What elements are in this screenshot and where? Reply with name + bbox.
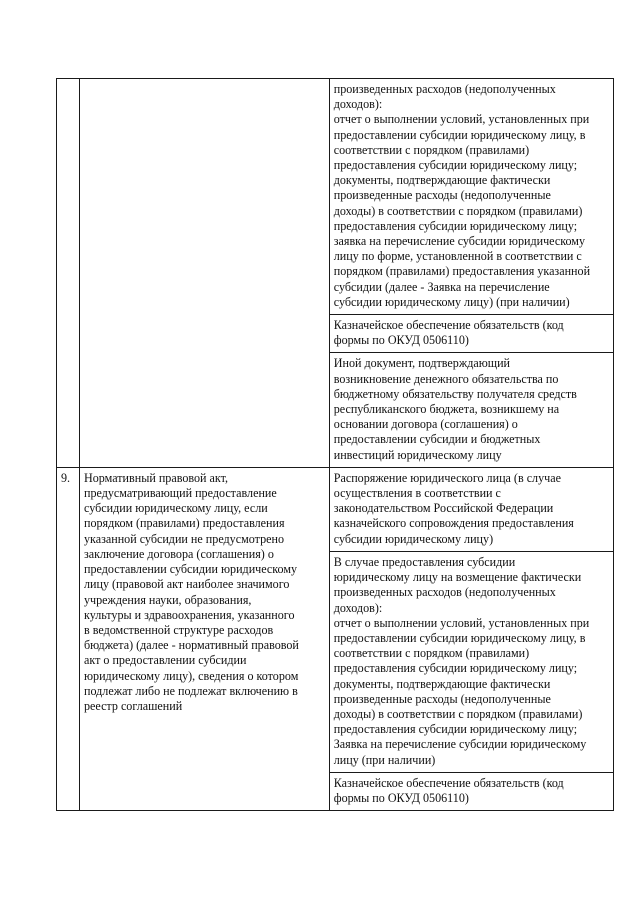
basis-text: Нормативный правовой акт, предусматривающий предоставление субсидии юридическому лицу, если порядком (правилами) предоставления указанной субсидии не предусмотрено заключение договора (соглашения) о предоставлении субсидии юридическому лицу (правовой акт наиболее значимого учреждения науки, образования, культуры и здравоохранения, указанного в ведомственной структуре расходов бюджета) (далее - нормативный правовой акт о предоставлении субсидии юридическому лицу), сведения о котором подлежат либо не подлежат включению в реестр соглашений (83, 470, 299, 713)
document-cell (329, 551, 613, 772)
document-text: В случае предоставления субсидии юридическому лицу на возмещение фактически произведенных расходов (недополученных доходов): отчет о выполнении условий, установленных при предоставлении субсидии юридическому лицу, в соответствии с порядком (правилами) предоставления субсидии юридическому лицу; документы, подтверждающие фактически произведенные расходы (недополученные доходы) в соответствии с порядком (правилами) предоставления субсидии юридическому лицу; Заявка на перечисление субсидии юридическому лицу (при наличии) (333, 554, 590, 767)
row-number: 9. (61, 470, 71, 485)
table-row (57, 467, 614, 551)
document-text: Казначейское обеспечение обязательств (код формы по ОКУД 0506110) (333, 775, 564, 805)
document-cell (329, 467, 613, 551)
row-number-cell (57, 79, 80, 468)
row-number-cell (57, 467, 80, 810)
document-cell (329, 353, 613, 467)
document-cell (329, 315, 613, 353)
document-text: Казначейское обеспечение обязательств (код формы по ОКУД 0506110) (333, 318, 564, 348)
document-text: произведенных расходов (недополученных доходов): отчет о выполнении условий, установленных при предоставлении субсидии юридическому лицу, в соответствии с порядком (правилами) предоставления субсидии юридическому лицу; документы, подтверждающие фактически произведенные расходы (недополученные доходы) в соответствии с порядком (правилами) предоставления субсидии юридическому лицу; заявка на перечисление субсидии юридическому лицу по форме, установленной в соответствии с порядком (правилами) предоставления указанной субсидии (далее - Заявка на перечисление субсидии юридическому лицу) (при наличии) (333, 82, 591, 309)
basis-cell (79, 467, 329, 810)
table-row (57, 79, 614, 315)
document-cell (329, 79, 613, 315)
basis-cell (79, 79, 329, 468)
document-text: Распоряжение юридического лица (в случае осуществления в соответствии с законодательством Российской Федерации казначейского сопровождения предоставления субсидии юридическому лицу) (333, 470, 574, 546)
document-cell (329, 772, 613, 810)
document-text: Иной документ, подтверждающий возникновение денежного обязательства по бюджетному обязательству получателя средств республиканского бюджета, возникшему на основании договора (соглашения) о предоставлении субсидии и бюджетных инвестиций юридическому лицу (333, 356, 577, 462)
document-table (56, 78, 614, 811)
